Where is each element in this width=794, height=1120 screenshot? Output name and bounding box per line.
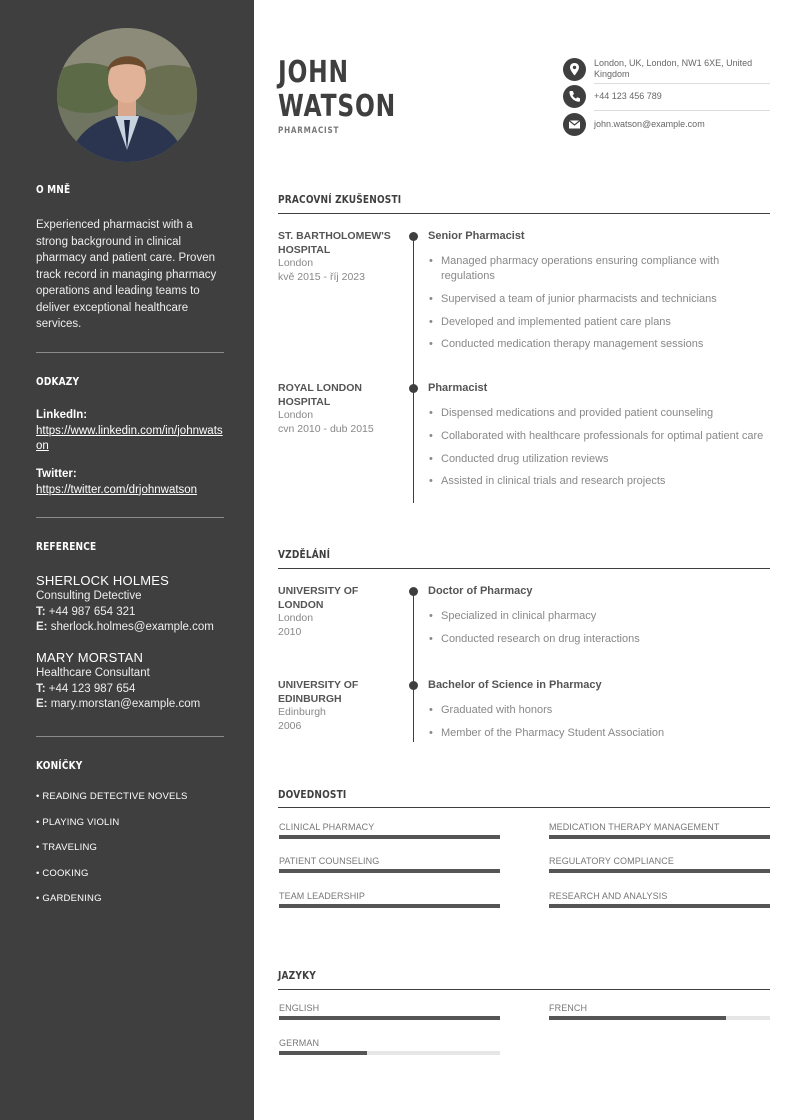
hobby-item: • READING DETECTIVE NOVELS: [36, 791, 188, 802]
sidebar-divider: [36, 736, 224, 737]
experience-bullets: [428, 406, 770, 497]
reference-phone-label: T:: [36, 606, 46, 618]
reference-email-label: E:: [36, 621, 48, 633]
hobby-item: • PLAYING VIOLIN: [36, 816, 120, 828]
skills-heading: DOVEDNOSTI: [278, 788, 347, 801]
education-dates: 2006: [278, 719, 302, 732]
skill-item: [549, 891, 770, 908]
reference-item: [36, 573, 236, 635]
languages-heading: JAZYKY: [278, 969, 316, 982]
hobbies-list: [36, 791, 188, 919]
bullet-item: • Conducted drug utilization reviews: [428, 452, 770, 467]
links-heading: ODKAZY: [36, 375, 80, 388]
skill-item: [549, 856, 770, 873]
linkedin-link[interactable]: https://www.linkedin.com/in/johnwatson: [36, 424, 223, 452]
skill-item: [279, 856, 500, 873]
timeline-dot: [409, 587, 418, 596]
sidebar: [0, 0, 254, 1120]
profile-photo: [57, 28, 197, 162]
education-city: London: [278, 612, 314, 624]
sidebar-divider: [36, 517, 224, 518]
language-bar-track: [549, 1016, 770, 1020]
linkedin-link-block: [36, 408, 226, 455]
reference-name: MARY MORSTAN: [36, 650, 144, 665]
envelope-icon: [563, 113, 586, 136]
experience-org-block: [278, 382, 398, 436]
twitter-link-block: [36, 467, 226, 498]
about-heading: O MNĚ: [36, 183, 71, 196]
experience-heading: PRACOVNÍ ZKUŠENOSTI: [278, 193, 402, 206]
bullet-item: • Specialized in clinical pharmacy: [428, 609, 770, 624]
bullet-item: • Member of the Pharmacy Student Association: [428, 726, 770, 741]
timeline-dot: [409, 232, 418, 241]
contact-divider: [594, 110, 770, 111]
linkedin-label: LinkedIn:: [36, 409, 88, 421]
experience-city: London: [278, 409, 314, 421]
education-org: UNIVERSITY OF EDINBURGH: [278, 679, 359, 705]
reference-email: sherlock.holmes@example.com: [50, 621, 214, 633]
experience-bullets: [428, 254, 770, 360]
bullet-item: • Supervised a team of junior pharmacists and technicians: [428, 292, 770, 307]
language-item: [549, 1003, 770, 1020]
experience-dates: cvn 2010 - dub 2015: [278, 422, 374, 435]
experience-org: ROYAL LONDON HOSPITAL: [278, 382, 363, 408]
skill-bar-track: [549, 904, 770, 908]
education-city: Edinburgh: [278, 706, 326, 718]
bullet-item: • Collaborated with healthcare professionals for optimal patient care: [428, 429, 770, 444]
reference-name: SHERLOCK HOLMES: [36, 573, 170, 588]
skill-bar-track: [549, 869, 770, 873]
language-label: FRENCH: [549, 1003, 588, 1013]
skill-bar-fill: [279, 869, 500, 873]
skill-bar-fill: [549, 904, 770, 908]
bullet-item: • Managed pharmacy operations ensuring compliance with regulations: [428, 254, 770, 284]
language-bar-track: [279, 1051, 500, 1055]
hobbies-heading: KONÍČKY: [36, 759, 83, 772]
job-role: PHARMACIST: [278, 126, 340, 136]
twitter-link[interactable]: https://twitter.com/drjohnwatson: [36, 483, 198, 496]
education-title: Doctor of Pharmacy: [428, 585, 533, 597]
language-item: [279, 1038, 500, 1055]
language-bar-fill: [549, 1016, 726, 1020]
reference-phone: +44 987 654 321: [48, 606, 136, 618]
section-divider: [278, 807, 770, 808]
address-text: London, UK, London, NW1 6XE, United Kingdom: [594, 58, 753, 79]
skill-label: TEAM LEADERSHIP: [279, 891, 366, 901]
last-name: WATSON: [278, 89, 397, 124]
skill-item: [279, 822, 500, 839]
hobby-item: • TRAVELING: [36, 842, 98, 853]
skill-label: REGULATORY COMPLIANCE: [549, 856, 674, 866]
first-name: JOHN: [278, 55, 349, 90]
phone-text: +44 123 456 789: [594, 91, 662, 101]
education-dates: 2010: [278, 625, 302, 638]
bullet-item: • Dispensed medications and provided patient counseling: [428, 406, 770, 421]
bullet-item: • Graduated with honors: [428, 703, 770, 718]
twitter-label: Twitter:: [36, 468, 77, 480]
contact-divider: [594, 83, 770, 84]
skill-label: CLINICAL PHARMACY: [279, 822, 375, 832]
section-divider: [278, 568, 770, 569]
skill-label: PATIENT COUNSELING: [279, 856, 380, 866]
experience-org: ST. BARTHOLOMEW'S HOSPITAL: [278, 230, 391, 256]
experience-city: London: [278, 257, 314, 269]
education-timeline: [413, 590, 414, 742]
education-org-block: [278, 679, 398, 733]
experience-org-block: [278, 230, 398, 284]
timeline-dot: [409, 681, 418, 690]
reference-item: [36, 650, 236, 712]
language-label: ENGLISH: [279, 1003, 320, 1013]
language-bar-fill: [279, 1016, 500, 1020]
education-bullets: [428, 609, 770, 655]
experience-timeline: [413, 236, 414, 503]
section-divider: [278, 213, 770, 214]
education-bullets: [428, 703, 770, 749]
education-org: UNIVERSITY OF LONDON: [278, 585, 359, 611]
location-pin-icon: [563, 58, 586, 81]
timeline-dot: [409, 384, 418, 393]
experience-title: Senior Pharmacist: [428, 230, 525, 242]
bullet-item: • Conducted medication therapy management sessions: [428, 337, 770, 352]
bullet-item: • Assisted in clinical trials and research projects: [428, 474, 770, 489]
language-bar-fill: [279, 1051, 367, 1055]
experience-dates: kvě 2015 - říj 2023: [278, 270, 365, 283]
skill-bar-track: [279, 904, 500, 908]
skill-label: RESEARCH AND ANALYSIS: [549, 891, 668, 901]
bullet-item: • Conducted research on drug interactions: [428, 632, 770, 647]
skill-item: [549, 822, 770, 839]
skill-bar-track: [549, 835, 770, 839]
hobby-item: • GARDENING: [36, 893, 102, 904]
language-bar-track: [279, 1016, 500, 1020]
reference-phone: +44 123 987 654: [48, 683, 136, 695]
reference-email: mary.morstan@example.com: [50, 698, 201, 710]
reference-email-label: E:: [36, 698, 48, 710]
language-label: GERMAN: [279, 1038, 320, 1048]
section-divider: [278, 989, 770, 990]
references-heading: REFERENCE: [36, 540, 97, 553]
education-title: Bachelor of Science in Pharmacy: [428, 679, 602, 691]
skill-bar-track: [279, 835, 500, 839]
hobby-item: • COOKING: [36, 867, 89, 879]
bullet-item: • Developed and implemented patient care plans: [428, 315, 770, 330]
email-text: john.watson@example.com: [594, 119, 705, 129]
skill-bar-fill: [549, 869, 770, 873]
skill-bar-track: [279, 869, 500, 873]
skill-label: MEDICATION THERAPY MANAGEMENT: [549, 822, 720, 832]
skill-item: [279, 891, 500, 908]
skill-bar-fill: [279, 835, 500, 839]
reference-title: Consulting Detective: [36, 590, 142, 602]
education-heading: VZDĚLÁNÍ: [278, 548, 331, 561]
education-org-block: [278, 585, 398, 639]
skill-bar-fill: [549, 835, 770, 839]
phone-icon: [563, 85, 586, 108]
language-item: [279, 1003, 500, 1020]
sidebar-divider: [36, 352, 224, 353]
about-text: Experienced pharmacist with a strong background in clinical pharmacy and patient care. Proven track record in managing pharmacy operations and leading teams to deliver exceptional healthcare services.: [36, 219, 217, 330]
skill-bar-fill: [279, 904, 500, 908]
experience-title: Pharmacist: [428, 382, 488, 394]
reference-phone-label: T:: [36, 683, 46, 695]
reference-title: Healthcare Consultant: [36, 667, 150, 679]
